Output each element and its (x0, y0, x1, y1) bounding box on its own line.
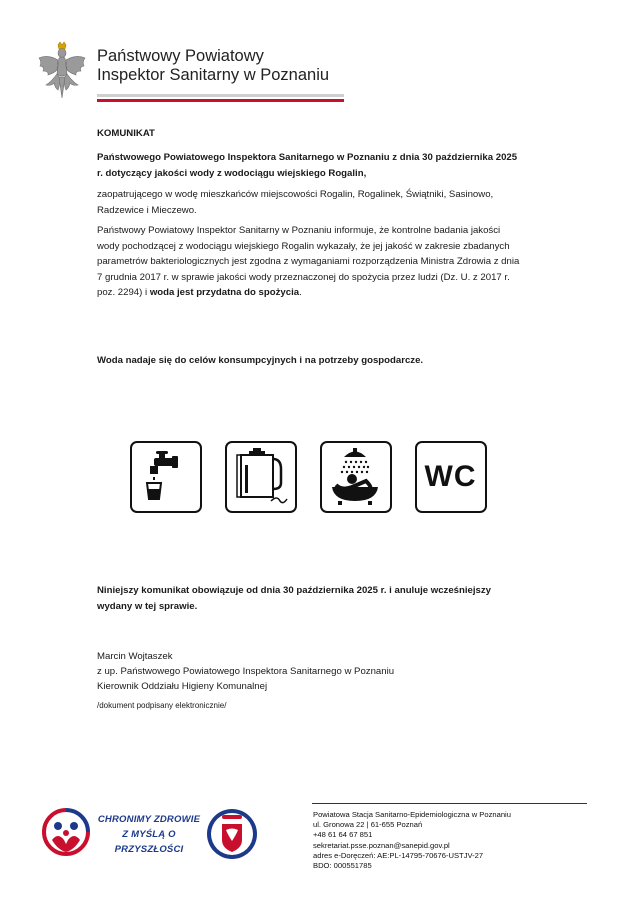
signatory-role: z up. Państwowego Powiatowego Inspektora Sanitarnego w Poznaniu (97, 666, 395, 677)
footer-station-name: Powiatowa Stacja Sanitarno-Epidemiologiczna w Poznaniu (313, 810, 511, 819)
header-divider-grey (97, 94, 344, 97)
footer-edoreczenia: adres e-Doręczeń: AE:PL-14795-70676-USTJV-27 (313, 851, 484, 860)
sanepid-badge-logo (206, 808, 258, 860)
wc-label: WC (424, 459, 477, 493)
usage-statement: Woda nadaje się do celów konsumpcyjnych i na potrzeby gospodarcze. (97, 355, 424, 366)
footer-phone: +48 61 64 67 851 (313, 830, 373, 839)
assessment-paragraph (97, 223, 522, 301)
supplied-localities: zaopatrującego w wodę mieszkańców miejscowości Rogalin, Rogalinek, Świątniki, Sasinowo, Radzewice i Mieczewo. (97, 189, 494, 216)
assessment-verdict: woda jest przydatna do spożycia (149, 287, 300, 298)
header-divider-red (97, 99, 344, 102)
validity-statement: Niniejszy komunikat obowiązuje od dnia 30 października 2025 r. i anuluje wcześniejszy wydany w tej sprawie. (97, 585, 492, 612)
shower-bath-tile (320, 441, 392, 513)
document-heading: KOMUNIKAT (97, 128, 155, 139)
slogan (94, 812, 204, 857)
footer-bdo: BDO: 000551785 (313, 861, 372, 870)
announcement-subject: Państwowego Powiatowego Inspektora Sanitarnego w Poznaniu z dnia 30 października 2025 r. dotyczący jakości wody z wodociągu wiejskiego Rogalin, (97, 152, 518, 179)
assessment-end: . (299, 287, 302, 298)
footer-email[interactable]: sekretariat.psse.poznan@sanepid.gov.pl (313, 841, 450, 850)
chronimy-zdrowie-logo (38, 806, 94, 858)
institution-title-line1: Państwowy Powiatowy (97, 47, 264, 65)
wc-tile (415, 441, 487, 513)
signatory-position: Kierownik Oddziału Higieny Komunalnej (97, 681, 268, 692)
tap-water-icon (132, 443, 199, 510)
shower-icon (322, 443, 389, 510)
institution-title (97, 47, 329, 85)
footer-divider (312, 803, 587, 804)
drinking-water-tile (130, 441, 202, 513)
assessment-text: Państwowy Powiatowy Inspektor Sanitarny w Poznaniu informuje, że kontrolne badania jakości wody pochodzącej z wodociągu wiejskiego Rogalin wykazały, że jej jakość w zakresie zbadanych parametrów bakteriologicznych jest zgodna z wymaganiami rozporządzenia Ministra Zdrowia z dnia 7 grudnia 2017 r. w sprawie jakości wody przeznaczonej do spożycia przez ludzi (Dz. U. z 2017 r. poz. 2294) i (97, 225, 520, 298)
electronic-signature-note: /dokument podpisany elektronicznie/ (97, 701, 227, 710)
institution-title-line2: Inspektor Sanitarny w Poznaniu (97, 66, 330, 84)
kettle-icon (227, 443, 294, 510)
signatory-name: Marcin Wojtaszek (97, 651, 173, 662)
slogan-line1: CHRONIMY ZDROWIE (97, 814, 201, 825)
slogan-line2: Z MYŚLĄ O PRZYSZŁOŚCI (114, 829, 184, 855)
footer-street: ul. Gronowa 22 | 61-655 Poznań (313, 820, 423, 829)
polish-eagle-emblem (36, 40, 88, 102)
kettle-tile (225, 441, 297, 513)
